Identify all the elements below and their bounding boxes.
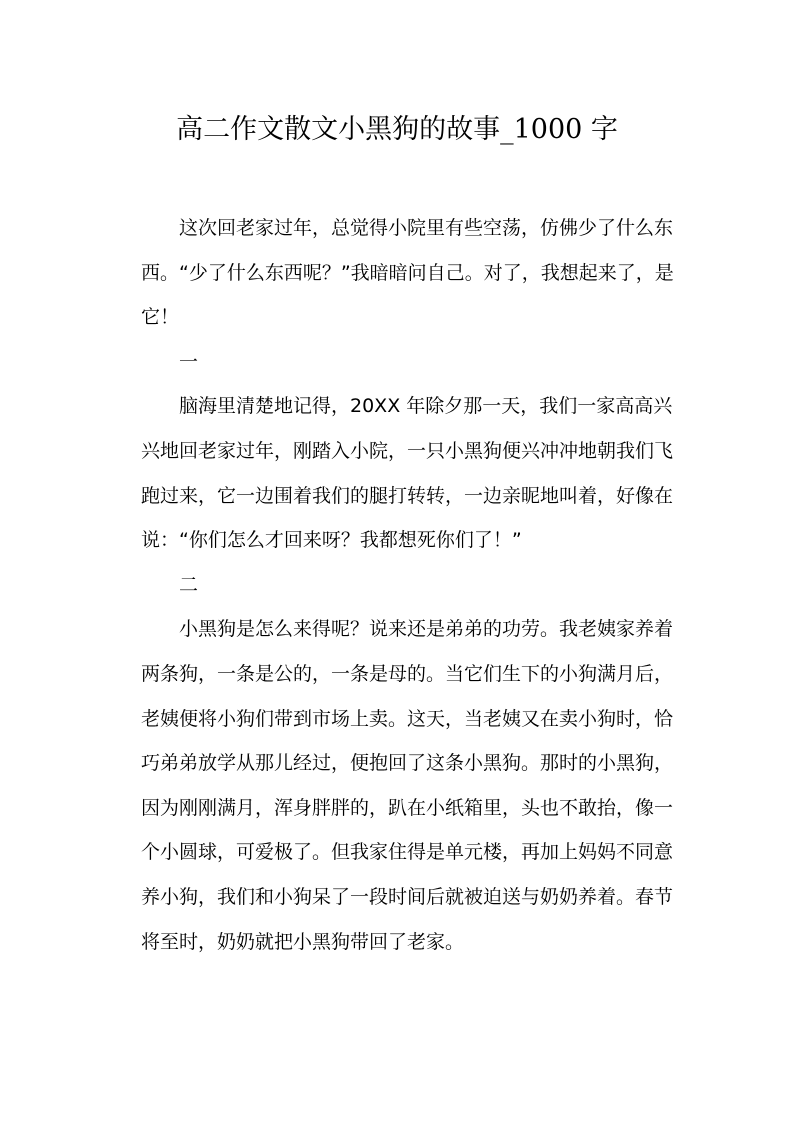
section-number-one: 一	[179, 350, 199, 373]
paragraph-intro: 这次回老家过年，总觉得小院里有些空荡，仿佛少了什么东西。“少了什么东西呢？”我暗暗问自己。对了，我想起来了，是它！	[141, 217, 674, 329]
document-body	[141, 206, 681, 964]
section-number-two: 二	[179, 573, 199, 596]
paragraph-memory: 脑海里清楚地记得，20XX 年除夕那一天，我们一家高高兴兴地回老家过年，刚踏入小院，一只小黑狗便兴冲冲地朝我们飞跑过来，它一边围着我们的腿打转转，一边亲昵地叫着，好像在说：“你们怎么才回来呀？我都想死你们了！”	[141, 395, 674, 552]
document-title: 高二作文散文小黑狗的故事_1000 字	[176, 114, 618, 145]
paragraph-origin: 小黑狗是怎么来得呢？说来还是弟弟的功劳。我老姨家养着两条狗，一条是公的，一条是母的。当它们生下的小狗满月后，老姨便将小狗们带到市场上卖。这天，当老姨又在卖小狗时，恰巧弟弟放学从那儿经过，便抱回了这条小黑狗。那时的小黑狗，因为刚刚满月，浑身胖胖的，趴在小纸箱里，头也不敢抬，像一个小圆球，可爱极了。但我家住得是单元楼，再加上妈妈不同意养小狗，我们和小狗呆了一段时间后就被迫送与奶奶养着。春节将至时，奶奶就把小黑狗带回了老家。	[141, 618, 674, 953]
